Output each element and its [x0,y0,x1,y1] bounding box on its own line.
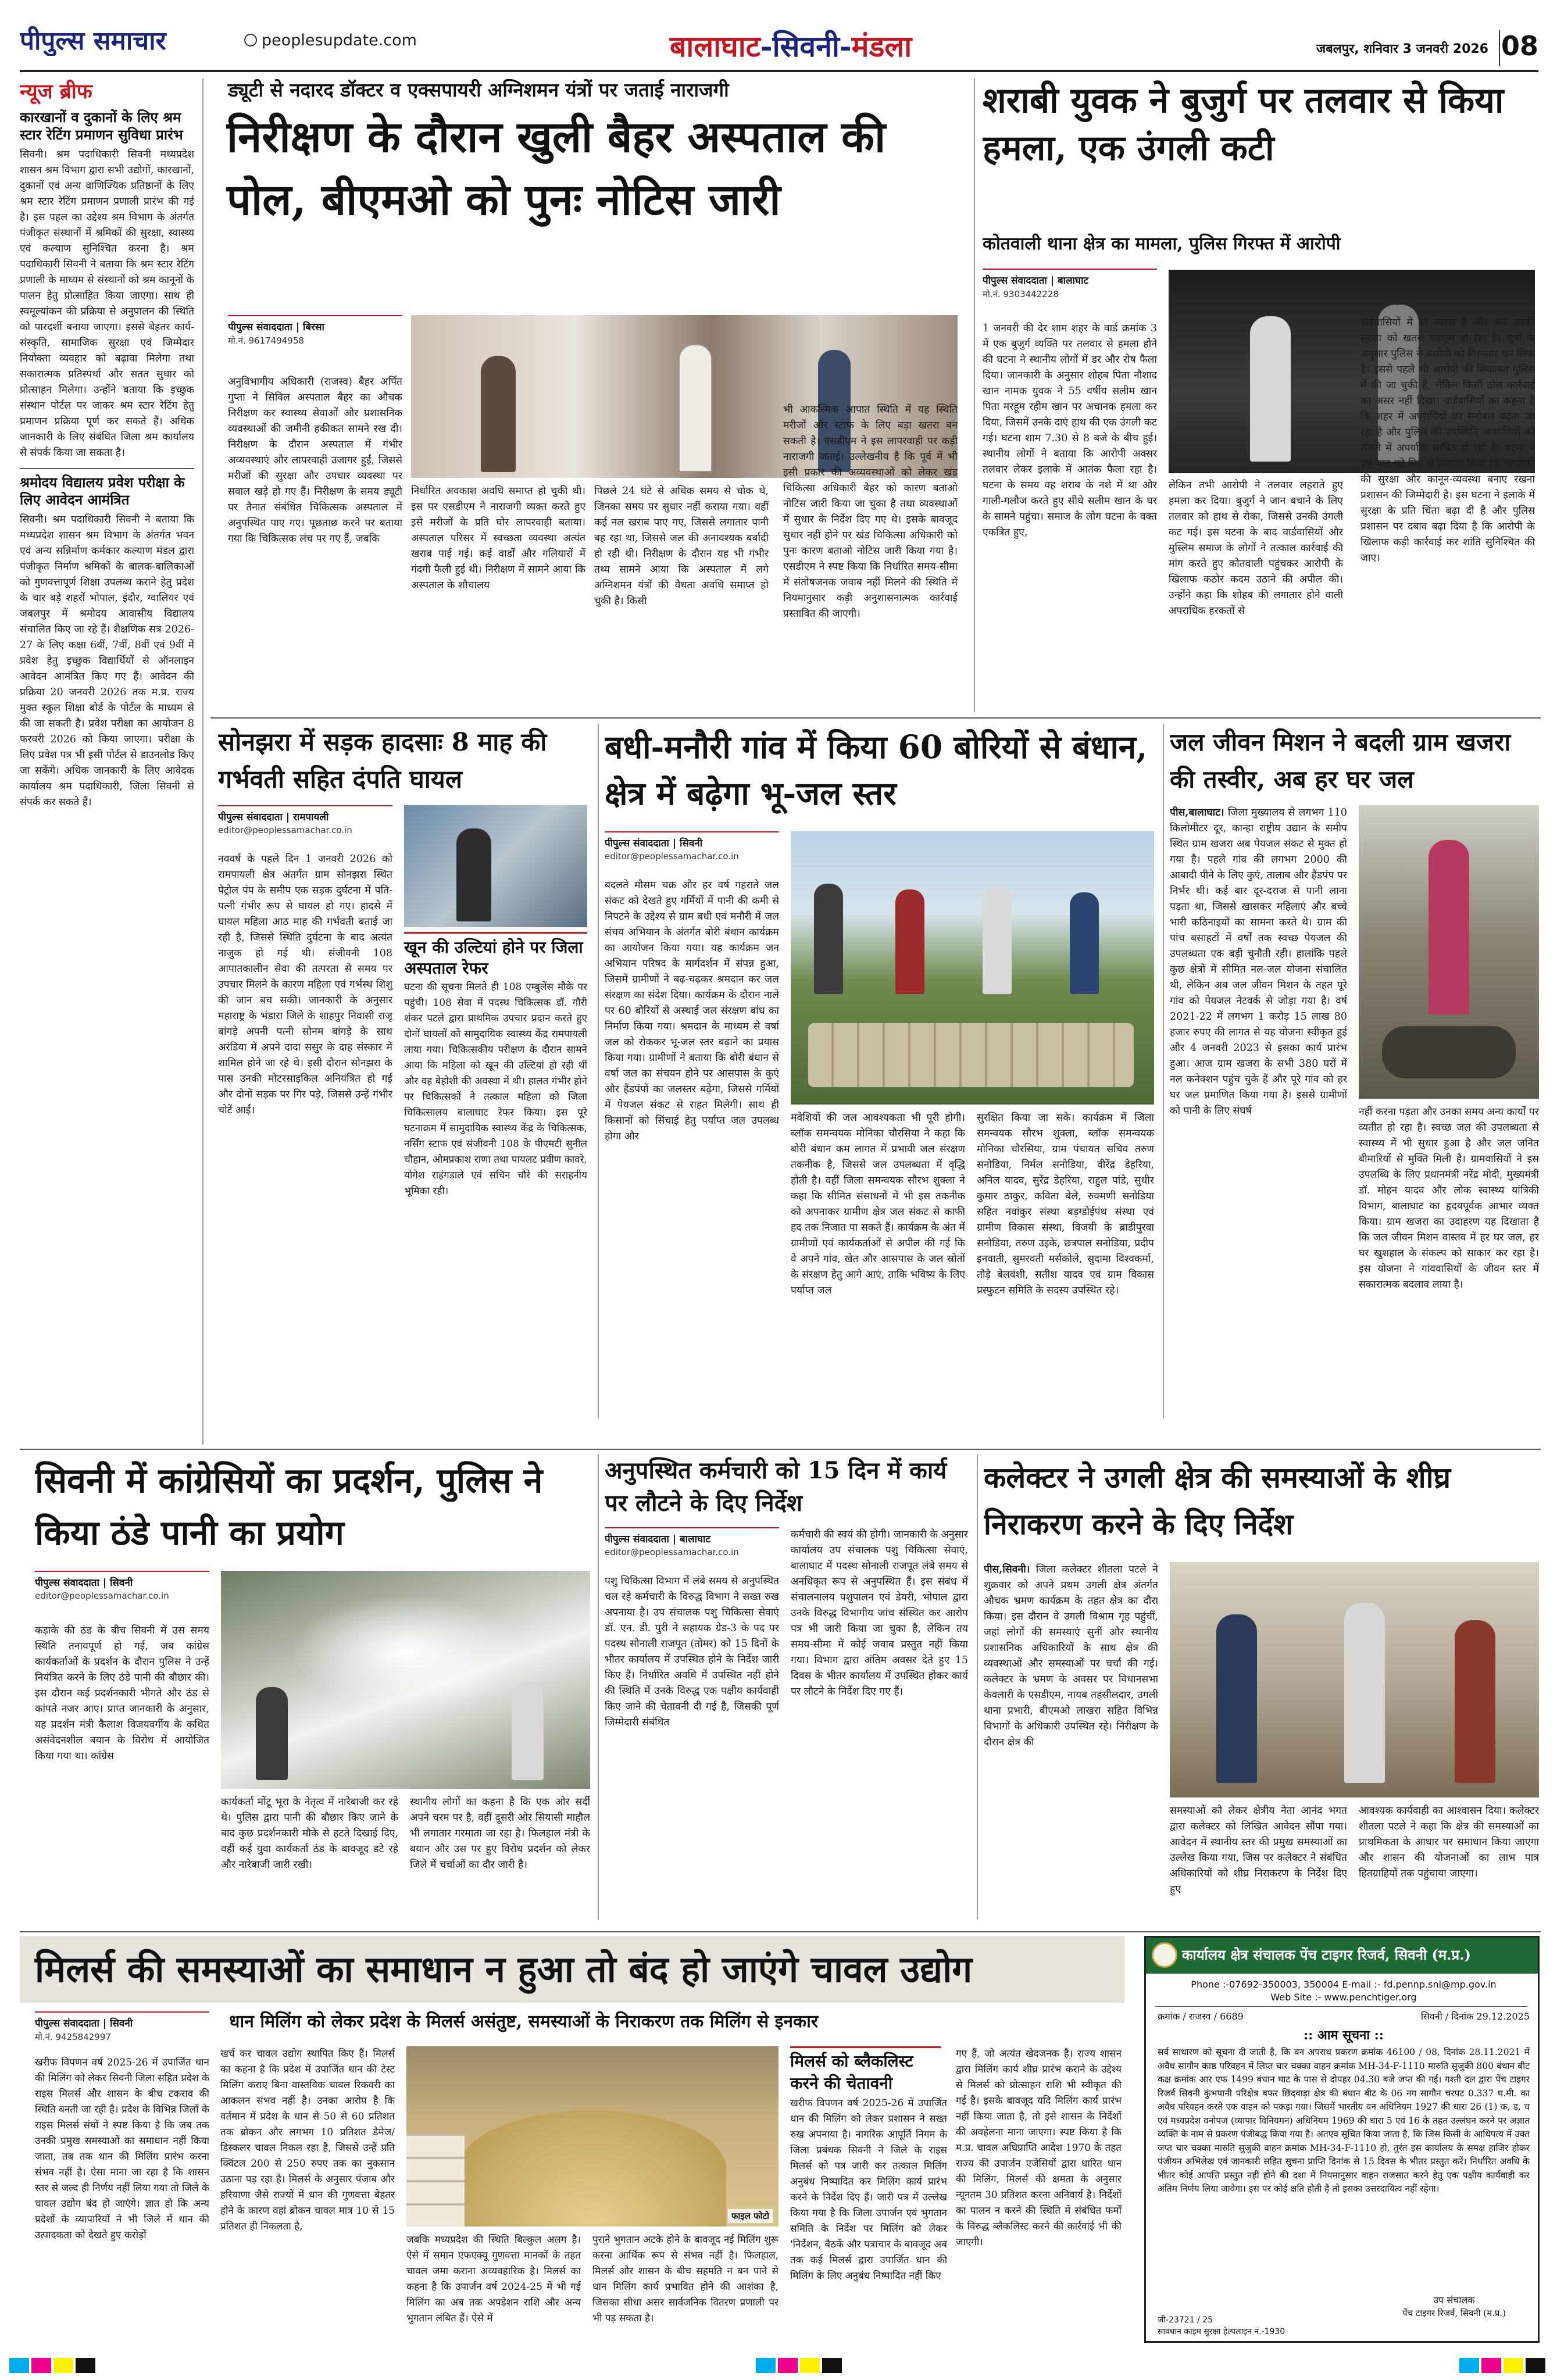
accident-byline-email: editor@peoplessamachar.co.in [218,825,352,835]
millers-byline-phone: मो.नं. 9425842997 [35,2032,111,2042]
protest-byline-email: editor@peoplessamachar.co.in [35,1591,169,1601]
protest-byline [35,1571,209,1601]
boris-byline-email: editor@peoplessamachar.co.in [605,851,739,862]
masthead-logo [20,22,241,56]
millers-col-3: जबकि मध्यप्रदेश की स्थिति बिल्कुल अलग है। ऐसे में समान एफएक्यू गुणवत्ता मानकों के तहत चावल जमा कराना अव्यवहारिक है। मिलर्स का कहना है कि उपार्जन वर्ष 2024-25 में भी गई मिलिंग का अब तक अपडेशन राशि और अन्य भुगतान लंबित हैं। ऐसे में [406,2234,581,2324]
photo-figure [1250,316,1291,462]
millers-byline-place: सिवनी [109,2018,133,2029]
millers-col-4: पुराने भुगतान अटके होने के बावजूद नई मिलिंग शुरू करना आर्थिक रूप से संभव नहीं है। फिलहाल, मिलर्स और शासन के बीच सहमति न बन पाने से धान मिलिंग कार्य प्रभावित होने की आशंका है, जिसका सीधा असर सार्वजनिक वितरण प्रणाली पर भी पड़ सकता है। [592,2234,779,2324]
employee-headline: अनुपस्थित कर्मचारी को 15 दिन में कार्य पर लौटने के दिए निर्देश [605,1457,947,1517]
collector-col-3: आवश्यक कार्यवाही का आश्वासन दिया। कलेक्टर शीतला पटले ने कहा कि क्षेत्र की समस्याओं का प्राथमिकता के आधार पर समाधान किया जाएगा और शासन की योजनाओं का लाभ पात्र हितग्राहियों तक पहुंचाया जाएगा। [1359,1805,1539,1879]
ad-email: E-mail :- fd.pennp.sni@mp.gov.in [1342,1979,1497,1990]
brief-2-body: सिवनी। श्रम पदाधिकारी सिवनी ने बताया कि मध्यप्रदेश शासन श्रम विभाग के अंतर्गत भवन एवं अन्य सन्निर्माण कर्मकार कल्याण मंडल द्वारा पंजीकृत निर्माण श्रमिकों के बालक-बालिकाओं को गुणवत्तापूर्ण शिक्षा उपलब्ध कराने हेतु प्रदेश के चार बड़े शहरों भोपाल, इंदौर, ग्वालियर एवं जबलपुर में श्रमोदय आवासीय विद्यालय संचालित किए जा रहे हैं। शैक्षणिक सत्र 2026-27 के लिए कक्षा 6वीं, 7वीं, 8वीं एवं 9वीं में प्रवेश हेतु इच्छुक विद्यार्थियों से ऑनलाइन आवेदन आमंत्रित किए गए हैं। आवेदन की प्रक्रिया 20 जनवरी 2026 तक म.प्र. राज्य मुक्त स्कूल शिक्षा बोर्ड के पोर्टल के माध्यम से की जा सकती है। प्रवेश परीक्षा का आयोजन 8 फरवरी 2026 को किया जाएगा। परीक्षा के लिए प्रवेश पत्र भी इसी पोर्टल से डाउनलोड किए जा सकेंगे। अधिक जानकारी के लिए आवेदक कार्यालय श्रम पदाधिकारी, जिला सिवनी से संपर्क कर सकते हैं। [20,514,194,808]
accident-col-1: नववर्ष के पहले दिन 1 जनवरी 2026 को रामपायली क्षेत्र अंतर्गत ग्राम सोनझरा स्थित पेट्रोल पंप के समीप एक सड़क दुर्घटना में पति-पत्नी गंभीर रूप से घायल हो गए। हादसे में घायल महिला आठ माह की गर्भवती बताई जा रही है, जिससे स्थिति दुर्घटना के बाद अत्यंत नाजुक हो गई थी। संजीवनी 108 आपातकालीन सेवा की तत्परता से समय पर उपचार मिलने के कारण महिला एवं गर्भस्थ शिशु की जान बच सकी। जानकारी के अनुसार महाराष्ट्र के भंडारा जिले के शाहपुर निवासी राजू बांगड़े अपनी पत्नी सोनम बांगड़े के साथ अरंडिया में अपने दादा ससुर के दाह संस्कार में शामिल होने जा रहे थे। इसी दौरान सोनझरा के पास उनकी मोटरसाइकिल अनियंत्रित हो गई और दोनों सड़क पर गिर पड़े, जिससे उन्हें गंभीर चोटें आईं। [218,853,392,1116]
hospital-byline-place: बिरसा [302,321,324,333]
page-number: 08 [1499,30,1540,66]
photo-figure [983,887,1012,994]
boris-byline-name: पीपुल्स संवाददाता [605,838,669,849]
boris-byline-sep: | [672,838,680,849]
sword-col-1: 1 जनवरी की देर शाम शहर के वार्ड क्रमांक 3 में एक बुजुर्ग व्यक्ति पर तलवार से हमला होने की घटना ने स्थानीय लोगों में डर और रोष फैला दिया। जानकारी के अनुसार शोहब पिता नौशाद खान नामक युवक ने 55 वर्षीय सलीम खान पिता मरहूम रहीम खान पर अचानक हमला कर दिया, जिसमें उनके दाएं हाथ की एक उंगली कट गई। घटना शाम 7.30 से 8 बजे के बीच हुई। स्थानीय लोगों ने बताया कि आरोपी अक्सर तलवार लेकर इलाके में आतंक फैला रहा है। घटना के समय वह शराब के नशे में था और गाली-गलौज करते हुए सीधे सलीम खान के घर के सामने पहुंचा। समाज के लोग घटना के वक्त एकत्रित हुए, [983,323,1157,538]
photo-grain-pile [459,2110,726,2227]
water-photo [1359,805,1539,1099]
millers-col-6: गए हैं, जो अत्यंत खेदजनक है। राज्य शासन द्वारा मिलिंग कार्य शीघ्र प्रारंभ कराने के उद्देश्य से मिलर्स को प्रोत्साहन राशि भी स्वीकृत की गई है। इसके बावजूद यदि मिलिंग कार्य प्रारंभ नहीं किया जाता है, तो इसे शासन के निर्देशों की अवहेलना माना जाएगा। स्पष्ट किया है कि म.प्र. चावल अधिप्राप्ति आदेश 1970 के तहत राज्य की उपार्जन एजेंसियों द्वारा धारित धान की मिलिंग, मिलर्स की क्षमता के अनुसार न्यूनतम 30 प्रतिशत करना अनिवार्य है। निर्देशों का पालन न करने की स्थिति में संबंधित फर्मों के विरुद्ध ब्लैकलिस्ट करने की कार्रवाई भी की जाएगी। [956,2048,1122,2248]
accident-headline: सोनझरा में सड़क हादसाः 8 माह की गर्भवती सहित दंपति घायल [218,728,547,794]
collector-body-1: जिला कलेक्टर शीतला पटले ने शुक्रवार को अपने प्रथम उगली क्षेत्र अंतर्गत औचक भ्रमण कार्यक्रम के तहत क्षेत्र का दौरा किया। इस दौरान वे उगली विश्राम गृह पहुंचीं, जहां लोगों की समस्याएं सुनीं और स्थानीय प्रशासनिक अधिकारियों के साथ क्षेत्र की व्यवस्थाओं और समस्याओं पर चर्चा की गई। कलेक्टर के भ्रमण के अवसर पर विधानसभा केवलारी के एसडीएम, नायब तहसीलदार, उगली थाना प्रभारी, बीएमओ लाखरा सहित विभिन्न विभागों के अधिकारी उपस्थित रहे। निरीक्षण के दौरान क्षेत्र की [984,1564,1158,1748]
millers-col-1: खरीफ विपणन वर्ष 2025-26 में उपार्जित धान की मिलिंग को लेकर सिवनी जिला सहित प्रदेश के राइस मिलर्स और शासन के बीच टकराव की स्थिति बनती जा रही है। प्रदेश के विभिन्न जिलों के राइस मिलर्स संघों ने स्पष्ट किया है कि जब तक उनकी प्रमुख समस्याओं का समाधान नहीं किया जाता, तब तक धान की मिलिंग प्रारंभ करना संभव नहीं है। ऐसा माना जा रहा है कि शासन स्तर से जल्द ही निर्णय नहीं लिया गया तो जिले के चावल उद्योग बंद हो जाएंगे। ज्ञात हो कि अन्य प्रदेशों के व्यापारियों ने भी जिले में धान की उत्पादकता को देखते हुए करोड़ों [35,2057,209,2241]
ad-footer-left: जी-23721 / 25 [1158,2315,1213,2325]
sword-byline-name: पीपुल्स संवाददाता [983,275,1047,287]
region-sep-1: - [760,29,773,63]
employee-rule [977,1455,978,1920]
millers-byline-sep: | [102,2018,110,2029]
cmyk-patch-yellow [1504,2358,1523,2373]
region-mandla: मंडला [851,29,912,63]
photo-figure [256,1687,288,1780]
boris-col-1: बदलते मौसम चक्र और हर वर्ष गहराते जल संकट को देखते हुए गर्मियों में पानी की कमी से निपटने के उद्देश्य से ग्राम बधी एवं मनौरी में जल संचय अभियान के अंतर्गत बोरी बंधान कार्यक्रम का आयोजन किया गया। यह कार्यक्रम जन अभियान परिषद के मार्गदर्शन में संपन्न हुआ, जिसमें ग्रामीणों ने बढ़-चढ़कर श्रमदान कर जल संरक्षण का संदेश दिया। कार्यक्रम के दौरान नाले पर 60 बोरियों से अस्थाई जल संरक्षण बांध का निर्माण किया गया। श्रमदान के माध्यम से वर्षा जल को रोककर भू-जल स्तर बढ़ाने का प्रयास किया गया। ग्रामीणों ने बताया कि बोरी बंधान से वर्षा जल का संचयन होने पर आसपास के कुएं और हैंडपंपों का जलस्तर बढ़ेगा, जिससे गर्मियों में पेयजल संकट से राहत मिलेगी। साथ ही किसानों को सिंचाई हेतु पर्याप्त जल उपलब्ध होगा और [605,880,779,1142]
ad-sign-title: उप संचालक [1433,2295,1475,2306]
story-employee [605,1455,971,1925]
hospital-byline-name: पीपुल्स संवाददाता [228,321,292,333]
story-boris [605,724,1157,1421]
ad-notice-title: :: आम सूचना :: [1304,2028,1384,2043]
photo-water-spray [291,1594,523,1710]
photo-sacks [406,2134,465,2227]
cmyk-patch-magenta [778,2358,798,2373]
ad-office: कार्यालय क्षेत्र संचालक पेंच टाइगर रिजर्व, सिवनी (म.प्र.) [1182,1946,1471,1963]
issue-date: जबलपुर, शनिवार 3 जनवरी 2026 [1316,42,1488,56]
photo-sacks [808,1023,1134,1087]
boris-rule [1163,724,1164,1418]
millers-col-5: खरीफ विपणन वर्ष 2025-26 में उपार्जित धान की मिलिंग को लेकर प्रशासन ने सख्त रुख अपनाया है। नागरिक आपूर्ति निगम के जिला प्रबंधक सिवनी ने जिले के राइस मिलर्स को पत्र जारी कर तत्काल मिलिंग अनुबंध निष्पादित कर मिलिंग कार्य प्रारंभ करने के निर्देश दिए हैं। जारी पत्र में उल्लेख किया गया है कि जिला उपार्जन एवं भुगतान समिति के निर्देश पर मिलिंग को लेकर 'निर्देशन, बैठकें और पत्राचार के बावजूद अब तक कई मिलर्स द्वारा उपार्जित धान की मिलिंग के लिए अनुबंध निष्पादित नहीं किए [790,2097,947,2282]
accident-rule [598,724,599,1418]
region-sep-2: - [839,29,852,63]
hospital-headline: निरीक्षण के दौरान खुली बैहर अस्पताल की पोल, बीएमओ को पुनः नोटिस जारी [227,112,886,225]
story-accident [218,724,590,1421]
website-label: peoplesupdate.com [262,31,417,49]
boris-col-2: मवेशियों की जल आवश्यकता भी पूरी होगी। ब्लॉक समन्वयक मोनिका चौरसिया ने कहा कि बोरी बंधान कम लागत में प्रभावी जल संरक्षण तकनीक है, जिससे जल उपलब्धता में वृद्धि होती है। वहीं जिला समन्वयक सौरभ शुक्ला ने कहा कि सीमित संसाधनों में भी इस तकनीक को अपनाकर ग्रामीण क्षेत्र जल संकट से काफी हद तक निजात पा सकते हैं। कार्यक्रम के अंत में ग्रामीणों एवं कार्यकर्ताओं से अपील की गई कि वे अपने गांव, खेत और आसपास के जल स्रोतों के संरक्षण हेतु आगे आएं, ताकि भविष्य के लिए पर्याप्त जल [791,1112,965,1296]
ad-body: सर्व साधारण को सूचना दी जाती है, कि वन अपराध प्रकरण क्रमांक 46100 / 08, दिनांक 28.11.2021 में अवैध सागौन काष्ठ परिवहन में लिप्त चार चक्का वाहन क्रमांक MH-34-F-1110 मारुति सुजुकी 800 बंधान बीट कक्ष क्रमांक आर एफ 1499 बंधान घाट के पास से दोपहर 04.30 बजे जप्त की गई। गश्ती दल द्वारा पेंच टाइगर रिजर्व सिवनी कुंभपानी परिक्षेत्र बफर छिंदवाड़ा क्षेत्र की बंधान बीट के 06 नग सागौन चरपट 0.337 घ.मी. का अवैध परिवहन करते एक वाहन को पकड़ा गया। जिसमें भारतीय वन अधिनियम 1927 की धारा 26 (1) क, ड, च एवं मध्यप्रदेश वनोपज (व्यापार विनियमन) अधिनियम 1969 की धारा 5 एवं 16 के तहत उल्लंघन करने पर अज्ञात व्यक्ति के नाम से प्रकरण पंजीबद्ध किया गया है। अतएव सूचित किया जाता है, कि जिस किसी के आधिपत्य में उक्त जप्त चार चक्का मारुति सुजुकी वाहन क्रमांक MH-34-F-1110 हो, तुरंत इस कार्यालय के समक्ष हाजिर होकर पंजीयन अभिलेख एवं जानकारी सहित सूचना प्राप्ति दिनांक से 15 दिवस के भीतर प्रस्तुत करें। निर्धारित अवधि के भीतर कोई आपत्ति प्रस्तुत नहीं होने की दशा में नियमानुसार वाहन राजसात करने हेतु एक पक्षीय कार्यवाही कर अंतिम निर्णय लिया जावेगा। इस पर कोई क्षति होती है तो इसका उत्तरदायित्व नहीं रहेगा। [1158,2047,1530,2194]
ad-emblem-icon [1152,1942,1177,1968]
accident-inset-title: खून की उल्टियां होने पर जिला अस्पताल रेफर [404,932,587,979]
row-2-rule [20,1449,1541,1450]
water-headline: जल जीवन मिशन ने बदली ग्राम खजरा की तस्वीर, अब हर घर जल [1170,728,1511,794]
protest-col-3: स्थानीय लोगों का कहना है कि एक ओर सर्दी अपने चरम पर है, वहीं दूसरी ओर सियासी माहौल भी लगातार गरमाता जा रहा है। फिलहाल मंत्री के बयान और उस पर हुए विरोध प्रदर्शन को लेकर जिले में चर्चाओं का दौर जारी है। [410,1796,590,1871]
news-brief-column [20,78,194,1448]
sword-col-3: वार्डवासियों में डर व्याप्त है और अब उनकी सुरक्षा को खतरा महसूस हो रहा है। सूत्रों के अनुसार पुलिस ने आरोपी को गिरफ्तार कर लिया है। इससे पहले भी आरोपी की शिकायत पुलिस में की जा चुकी है, लेकिन किसी ठोस कार्रवाई का असर नहीं दिखा। वार्डवासियों का कहना है कि शहर में अपराधियों का मनोबल बढ़ता जा रहा है और पुलिस की उपस्थिति अपराधियों को रोकने में अपर्याप्त साबित हो रही है। घटना ने इस बात को फिर से उजागर किया कि नागरिकों की सुरक्षा और कानून-व्यवस्था बनाए रखना प्रशासन की जिम्मेदारी है। इस घटना ने इलाके में सुरक्षा के प्रति चिंता बढ़ा दी है और पुलिस प्रशासन पर दबाव बढ़ा दिया है कि आरोपी के खिलाफ कड़ी कार्रवाई कर शांति सुनिश्चित की जाए। [1360,317,1535,564]
millers-side-title: मिलर्स को ब्लैकलिस्ट करने की चेतावनी [790,2046,941,2095]
collector-col-2: समस्याओं को लेकर क्षेत्रीय नेता आनंद भगत द्वारा कलेक्टर को लिखित आवेदन सौंपा गया। आवेदन में स्थानीय स्तर की प्रमुख समस्याओं का उल्लेख किया गया, जिस पर कलेक्टर ने संबंधित अधिकारियों को शीघ्र निराकरण के निर्देश दिए हुए [1170,1805,1347,1895]
sword-byline-phone: मो.नं. 9303442228 [983,289,1059,299]
employee-byline-email: editor@peoplessamachar.co.in [605,1547,739,1557]
brief-divider [20,468,194,469]
ad-ref-no: क्रमांक / राजस्व / 6689 [1158,2011,1244,2022]
protest-byline-sep: | [102,1577,110,1589]
hospital-byline-sep: | [295,321,303,333]
cmyk-patch-black [1526,2358,1545,2373]
boris-photo [791,831,1154,1105]
accident-byline [218,805,392,835]
brief-1-body: सिवनी। श्रम पदाधिकारी सिवनी मध्यप्रदेश शासन श्रम विभाग द्वारा सभी उद्योगों, कारखानों, दुकानों एवं अन्य वाणिज्यिक प्रतिष्ठानों के लिए श्रम स्टार रेटिंग प्रमाणन प्रणाली प्रारंभ की गई है। इस पहल का उद्देश्य श्रम विभाग के अंतर्गत पंजीकृत संस्थानों में श्रमिकों की सुरक्षा, स्वास्थ्य एवं कल्याण सुनिश्चित करना है। श्रम पदाधिकारी सिवनी ने बताया कि श्रम स्टार रेटिंग प्रणाली के माध्यम से संस्थानों को श्रम कानूनों के पालन हेतु प्रोत्साहित किया जाएगा। साथ ही स्वमूल्यांकन की प्रक्रिया से अनुपालन की स्थिति को पारदर्शी बनाया जाएगा। इससे बेहतर कार्य-संस्कृति, सामाजिक सुरक्षा एवं जिम्मेदार नियोक्ता व्यवहार को बढ़ावा मिलेगा तथा सकारात्मक प्रतिस्पर्धा और सतत सुधार को प्रोत्साहन मिलेगा। उन्होंने बताया कि इच्छुक संस्थान पोर्टल पर जाकर श्रम स्टार रेटिंग हेतु प्रमाणन प्रक्रिया पूर्ण कर सकते हैं। अधिक जानकारी के लिए संबंधित जिला श्रम कार्यालय से संपर्क किया जा सकता है। [20,149,194,459]
sword-byline [983,269,1157,300]
photo-figure [481,356,516,472]
employee-byline-sep: | [672,1534,680,1545]
photo-figure [814,884,843,994]
hospital-col-1: अनुविभागीय अधिकारी (राजस्व) बैहर अर्पित गुप्ता ने सिविल अस्पताल बैहर का औचक निरीक्षण कर स्वास्थ्य सेवाओं और प्रशासनिक व्यवस्थाओं की जमीनी हकीकत सामने रख दी। निरीक्षण के दौरान अस्पताल में गंभीर अव्यवस्थाएं और लापरवाही उजागर हुईं, जिससे मरीजों की सुरक्षा और उपचार व्यवस्था पर सवाल खड़े हो गए हैं। निरीक्षण के समय ड्यूटी पर तैनात संबंधित चिकित्सक अस्पताल में अनुपस्थित पाए गए। पूछताछ करने पर बताया गया कि चिकित्सक लंच पर गए हैं, जबकि [228,376,402,545]
photo-figure [1216,1614,1257,1783]
masthead [0,0,1557,69]
ad-footer-mid: सावधान काइम सुरक्षा हेल्पलाइन नं.-1930 [1158,2327,1285,2336]
hospital-kicker: ड्यूटी से नदारद डॉक्टर व एक्सपायरी अग्निशमन यंत्रों पर जताई नाराजगी [228,78,729,101]
ad-phone: Phone :-07692-350003, 350004 [1191,1979,1340,1990]
story-protest [35,1455,593,1925]
employee-byline [605,1527,779,1557]
registration-strip [0,2356,1557,2375]
protest-col-1: कड़ाके की ठंड के बीच सिवनी में उस समय स्थिति तनावपूर्ण हो गई, जब कांग्रेस कार्यकर्ताओं के प्रदर्शन के दौरान पुलिस ने उन्हें नियंत्रित करने के लिए ठंडे पानी की बौछार की। इस दौरान कई प्रदर्शनकारी भीगते और ठंड से कांपते नजर आए। प्राप्त जानकारी के अनुसार, यह प्रदर्शन मंत्री कैलाश विजयवर्गीय के कथित असंवेदनशील बयान के विरोध में आयोजित किया गया था। कांग्रेस [35,1625,209,1762]
employee-col-2: कर्मचारी की स्वयं की होगी। जानकारी के अनुसार कार्यालय उप संचालक पशु चिकित्सा सेवाएं, बालाघाट में पदस्थ सोनाली राजपूत लंबे समय से अनधिकृत रूप से अनुपस्थित हैं। इस संबंध में संचालनालय पशुपालन एवं डेयरी, भोपाल द्वारा उनके विरुद्ध विभागीय जांच संस्थित कर आरोप पत्र भी जारी किया जा चुका है, लेकिन तय समय-सीमा में कोई जवाब प्रस्तुत नहीं किया गया। विभाग द्वारा अंतिम अवसर देते हुए 15 दिवस के भीतर कार्यालय में उपस्थित होकर कार्य पर लौटने के निर्देश दिए गए हैं। [791,1529,968,1698]
ad-contact [1158,1978,1530,2004]
photo-figure [678,344,712,472]
photo-figure [456,828,491,921]
region-title [581,26,1000,63]
millers-col-2: खर्च कर चावल उद्योग स्थापित किए हैं। मिलर्स का कहना है कि प्रदेश में उपार्जित धान की टेस्ट मिलिंग कराए बिना वास्तविक चावल रिकवरी का आकलन संभव नहीं है। उनका आरोप है कि वर्तमान में प्रदेश के धान से 50 से 60 प्रतिशत तक ब्रोकन और लगभग 10 प्रतिशत डैमेज/डिस्कलर चावल निकल रहा है, जिससे उन्हें प्रति क्विंटल 200 से 250 रुपए तक का नुकसान उठाना पड़ रहा है। मिलर्स के अनुसार पंजाब और हरियाणा जैसे राज्यों में धान की गुणवत्ता बेहतर होने के कारण वहां ब्रोकन चावल मात्र 10 से 15 प्रतिशत ही निकलता है, [220,2048,395,2232]
protest-headline: सिवनी में कांग्रेसियों का प्रदर्शन, पुलिस ने किया ठंडे पानी का प्रयोग [35,1460,543,1553]
accident-col-2: घटना की सूचना मिलते ही 108 एम्बुलेंस मौके पर पहुंची। 108 सेवा में पदस्थ चिकित्सक डॉ. गौरी शंकर पटले द्वारा प्राथमिक उपचार प्रदान करते हुए दोनों घायलों को सामुदायिक स्वास्थ्य केंद्र रामपायली लाया गया। चिकित्सकीय परीक्षण के दौरान सामने आया कि महिला को खून की उल्टियां हो रही थीं और वह बेहोशी की अवस्था में थी। हालत गंभीर होने पर चिकित्सकों ने तत्काल महिला को जिला चिकित्सालय बालाघाट रेफर किया। इस पूरे घटनाक्रम में सामुदायिक स्वास्थ्य केंद्र के चिकित्सक, नर्सिंग स्टाफ एवं संजीवनी 108 के पीएमटी सुनील चौहान, ओमप्रकाश राणा तथा पायलट प्रवीण कावरे, योगेश राहंगडाले एवं सचिन चौरे की सराहनीय भूमिका रही। [404,981,587,1197]
story-sword [983,77,1541,713]
story-hospital [210,77,966,713]
employee-byline-name: पीपुल्स संवाददाता [605,1534,669,1545]
hospital-col-3: पिछले 24 घंटे से अधिक समय से चोक थे, जिनका समय पर सुधार नहीं कराया गया। वहीं कई नल खराब पाए गए, जिससे लगातार पानी बह रहा था, जिससे जल की अनावश्यक बर्बादी हो रही थी। निरीक्षण के दौरान यह भी गंभीर तथ्य सामने आया कि अस्पताल में लगे अग्निशमन यंत्रों की वैधता अवधि समाप्त हो चुकी है। किसी [594,485,769,607]
hospital-byline-phone: मो.नं. 9617494958 [228,335,304,346]
cmyk-patch-black [822,2358,842,2373]
boris-byline-place: सिवनी [679,838,703,849]
collector-photo [1170,1562,1539,1797]
region-seoni: सिवनी [772,29,840,63]
boris-col-3: सुरक्षित किया जा सके। कार्यक्रम में जिला समन्वयक सौरभ शुक्ला, ब्लॉक समन्वयक मोनिका चौरसिया, ग्राम पंचायत सचिव तरुण सनोडिया, निर्मल सनोडिया, वीरेंद्र डेहरिया, अनिल यादव, सुरेंद्र डेहरिया, राहुल पांडे, सुधीर कुमार ठाकुर, कविता बेले, रुक्मणी सनोडिया सहित नवांकुर संस्था बड़ग्डोईपंथ संस्था एवं ग्रामीण विकास संस्था, विजयी के ब्राडीपुरवा सनोडिया, तरुण उइके, छत्रपाल सनोडिया, प्रदीप इनवाती, सुमरवती मर्सकोले, सुदामा विश्वकर्मा, तोड़े बेलवंशी, सतीश यादव एवं ग्राम विकास प्रस्फुटन समिति के सदस्य उपस्थित रहे। [977,1112,1154,1296]
water-body-1: जिला मुख्यालय से लगभग 110 किलोमीटर दूर, कान्हा राष्ट्रीय उद्यान के समीप स्थित ग्राम खजरा अब पेयजल संकट से मुक्त हो गया है। पहले गांव की लगभग 2000 की आबादी पीने के लिए कुएं, तालाब और हैंडपंप पर निर्भर थी। कई बार दूर-दराज से पानी लाना पड़ता था, जिससे खासकर महिलाएं और बच्चे भारी कठिनाइयों का सामना करते थे। ग्राम की पांच बसाहटों में वर्षों तक स्वच्छ पेयजल की उपलब्धता एक बड़ी चुनौती रही। हालांकि पहले कुछ क्षेत्रों में सीमित नल-जल योजना संचालित थी, लेकिन अब जल जीवन मिशन के तहत पूरे गांव को पेयजल नेटवर्क से जोड़ा गया है। वर्ष 2021-22 में लगभग 1 करोड़ 15 लाख 80 हजार रुपए की लागत से यह योजना स्वीकृत हुई और 4 जनवरी 2023 से इसका कार्य प्रारंभ हुआ। आज ग्राम खजरा के सभी 380 घरों में नल कनेक्शन पहुंच चुके हैं और पूरे गांव को हर घर जल प्रमाणित किया गया है। इससे ग्रामीणों को पानी के लिए संघर्ष [1170,807,1347,1117]
sword-headline: शराबी युवक ने बुजुर्ग पर तलवार से किया हमला, एक उंगली कटी [983,80,1504,169]
water-col-1 [1170,805,1347,1418]
millers-subhead: धान मिलिंग को लेकर प्रदेश के मिलर्स असंतुष्ट, समस्याओं के निराकरण तक मिलिंग से इनकार [229,2011,819,2032]
story-collector [984,1455,1542,1925]
collector-col-1 [984,1562,1158,1922]
photo-tap [1382,1026,1516,1078]
photo-figure [1429,840,1469,1014]
accident-byline-sep: | [285,812,293,823]
logo-text: पीपुल्स समाचार [20,26,166,56]
region-balaghat: बालाघाट [669,29,760,63]
ad-website: Web Site :- www.penchtiger.org [1270,1992,1417,2003]
cmyk-patch-black [76,2358,95,2373]
cmyk-patch-yellow [53,2358,73,2373]
photo-figure [1344,1603,1385,1783]
accident-byline-name: पीपुल्स संवाददाता [218,812,283,823]
millers-headline: मिलर्स की समस्याओं का समाधान न हुआ तो बंद हो जाएंगे चावल उद्योग [35,1948,973,1991]
brief-1-title: कारखानों व दुकानों के लिए श्रम स्टार रेटिंग प्रमाणन सुविधा प्रारंभ [20,109,183,143]
photo-figure [1455,1620,1495,1783]
hospital-col-2: निर्धारित अवकाश अवधि समाप्त हो चुकी थी। इस पर एसडीएम ने नाराजगी व्यक्त करते हुए इसे मरीजों के प्रति घोर लापरवाही बताया। अस्पताल परिसर में स्वच्छता व्यवस्था अत्यंत खराब पाई गई। कई वार्डों और गलियारों में गंदगी फैली हुई थी। निरीक्षण में सामने आया कि अस्पताल के शौचालय [411,485,585,591]
masthead-rule [20,70,1538,72]
photo-figure [512,1681,544,1780]
globe-icon [244,34,257,47]
water-place: पीस,बालाघाट। [1170,807,1224,819]
employee-byline-place: बालाघाट [679,1534,711,1545]
protest-col-2: कार्यकर्ता मोंटू भूरा के नेतृत्व में नारेबाजी कर रहे थे। पुलिस द्वारा पानी की बौछार किए जाने के बाद कुछ प्रदर्शनकारी मौके से हटते दिखाई दिए, वहीं कई युवा कार्यकर्ता ठंड के बावजूद डटे रहे और नारेबाजी जारी रखी। [221,1796,398,1871]
row-3-rule [20,1931,1541,1932]
accident-byline-place: रामपायली [292,812,329,823]
cmyk-patch-cyan [9,2358,29,2373]
hospital-col-4: भी आकस्मिक आपात स्थिति में यह स्थिति मरीजों और स्टाफ के लिए बड़ा खतरा बन सकती है। एसडीएम ने इस लापरवाही पर कड़ी नाराजगी जताई। उल्लेखनीय है कि पूर्व में भी इसी प्रकार की अव्यवस्थाओं को लेकर खंड चिकित्सा अधिकारी बैहर को कारण बताओ नोटिस जारी किया जा चुका है तथा व्यवस्थाओं में सुधार के निर्देश दिए गए थे। इसके बावजूद सुधार नहीं होने पर खंड चिकित्सा अधिकारी को पुनः कारण बताओ नोटिस जारी किया गया है। एसडीएम ने स्पष्ट किया कि निर्धारित समय-सीमा में संतोषजनक जवाब नहीं मिलने की स्थिति में नियमानुसार कड़ी अनुशासनात्मक कार्रवाई प्रस्तावित की जाएगी। [783,404,958,620]
mid-column-rule [974,78,975,712]
photo-figure [895,889,924,994]
protest-byline-place: सिवनी [109,1577,133,1589]
millers-byline-name: पीपुल्स संवाददाता [35,2018,99,2029]
row-1-rule [210,717,1541,719]
boris-byline [605,831,779,862]
protest-photo [221,1571,590,1789]
hospital-byline [228,315,402,346]
collector-headline: कलेक्टर ने उगली क्षेत्र की समस्याओं के शीघ्र निराकरण करने के दिए निर्देश [984,1460,1451,1541]
brief-2-title: श्रमोदय विद्यालय प्रवेश परीक्षा के लिए आवेदन आमंत्रित [20,474,185,508]
ad-divider [1155,2006,1527,2007]
cmyk-patch-yellow [800,2358,820,2373]
cmyk-patch-cyan [756,2358,776,2373]
cmyk-patch-magenta [31,2358,51,2373]
accident-photo [404,805,587,927]
boris-headline: बधी-मनौरी गांव में किया 60 बोरियों से बंधान, क्षेत्र में बढ़ेगा भू-जल स्तर [605,728,1148,812]
collector-place: पीस,सिवनी। [984,1564,1030,1575]
millers-byline [35,2011,209,2043]
water-col-2: नहीं करना पड़ता और उनका समय अन्य कार्यों पर व्यतीत हो रहा है। स्वच्छ जल की उपलब्धता से स्वास्थ्य में भी सुधार हुआ है और जल जनित बीमारियों से मुक्ति मिली है। ग्रामवासियों ने इस उपलब्धि के लिए प्रधानमंत्री नरेंद्र मोदी, मुख्यमंत्री डॉ. मोहन यादव और लोक स्वास्थ्य यांत्रिकी विभाग, बालाघाट का हृदयपूर्वक आभार व्यक्त किया। ग्राम खजरा का उदाहरण यह दिखाता है कि जल जीवन मिशन वास्तव में हर घर जल, हर घर खुशहाल के संकल्प को साकार कर रहा है। इस योजना ने गांववासियों के जीवन स्तर में सकारात्मक बदलाव लाया है। [1359,1106,1539,1291]
story-millers [20,1936,1124,2343]
news-brief-label: न्यूज ब्रीफ [20,80,92,103]
ad-pench-notice [1144,1936,1540,2343]
cmyk-patch-cyan [1459,2358,1479,2373]
sword-byline-place: बालाघाट [1057,275,1089,287]
sword-byline-sep: | [1050,275,1058,287]
protest-byline-name: पीपुल्स संवाददाता [35,1577,99,1589]
sword-subhead: कोतवाली थाना क्षेत्र का मामला, पुलिस गिरफ्त में आरोपी [983,234,1341,254]
story-water [1170,724,1542,1421]
employee-col-1: पशु चिकित्सा विभाग में लंबे समय से अनुपस्थित चल रहे कर्मचारी के विरुद्ध विभाग ने सख्त रुख अपनाया है। उप संचालक पशु चिकित्सा सेवाएं डॉ. एन. डी. पुरी ने सहायक ग्रेड-3 के पद पर पदस्थ सोनाली राजपूत (तोमर) को 15 दिनों के भीतर कार्यालय में उपस्थित होने के निर्देश जारी किए हैं। निर्धारित अवधि में उपस्थित नहीं होने की स्थिति में उनके विरुद्ध एक पक्षीय कार्यवाही किए जाने की चेतावनी दी गई है, जिसकी पूर्ण जिम्मेदारी संबंधित [605,1575,779,1728]
millers-photo-caption: फाइल फोटो [728,2209,773,2223]
brief-column-rule [202,78,203,1445]
photo-figure [1070,892,1099,994]
ad-sign-office: पेंच टाइगर रिजर्व, सिवनी (म.प्र.) [1402,2308,1506,2318]
ad-header [1146,1938,1538,1974]
cmyk-patch-magenta [1481,2358,1501,2373]
ad-ref-date: सिवनी / दिनांक 29.12.2025 [1420,2011,1530,2022]
protest-rule [598,1455,599,1920]
millers-photo [406,2046,779,2227]
sword-col-2: लेकिन तभी आरोपी ने तलवार लहराते हुए हमला कर दिया। बुजुर्ग ने जान बचाने के लिए तलवार को हाथ से रोका, जिससे उनकी उंगली कट गई। इस घटना के बाद वार्डवासियों और मुस्लिम समाज के लोगों ने तत्काल कार्रवाई की मांग करते हुए कोतवाली पहुंचकर आरोपी के खिलाफ कठोर कदम उठाने की अपील की। उन्होंने कहा कि शोहब की लगातार होने वाली अपराधिक हरकतों से [1169,480,1343,617]
